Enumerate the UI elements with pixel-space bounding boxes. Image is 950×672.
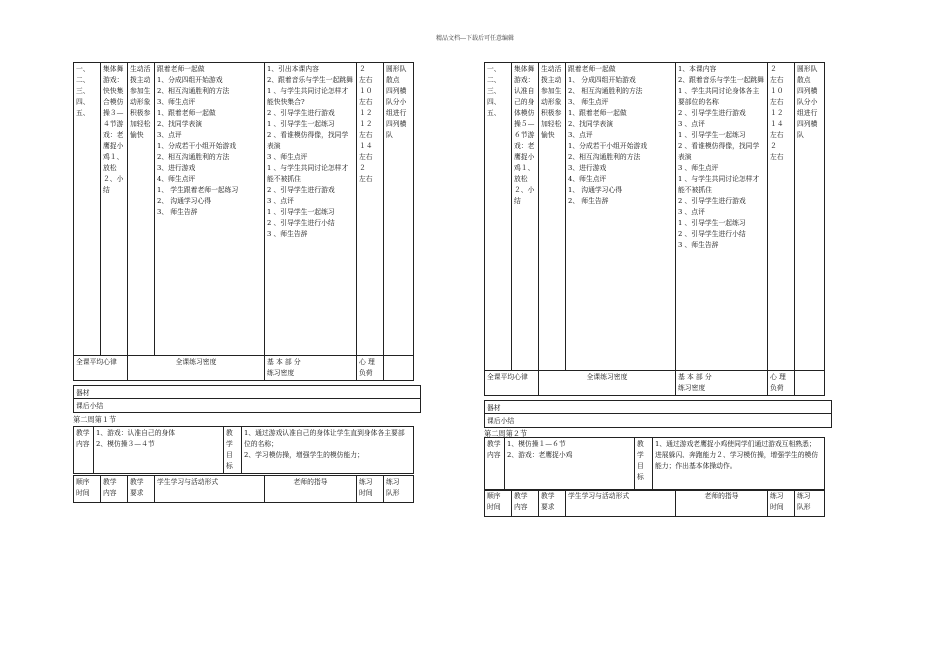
right-density-mid: 全课练习密度 <box>539 371 676 396</box>
left-plan-row <box>74 427 414 474</box>
right-header-row <box>485 490 825 517</box>
left-hdr-time: 练习 时间 <box>357 476 384 503</box>
right-hdr-teacher: 老师的指导 <box>676 490 768 517</box>
right-content-cell: 集体舞游戏：认准自己的身体模仿操５—６节游戏：老鹰捉小鸡１、放松２、小结 <box>512 63 539 371</box>
right-summary-row <box>484 414 832 428</box>
right-density-row <box>485 371 825 396</box>
right-psych-label: 心 理 负荷 <box>768 371 795 396</box>
left-psych-value <box>384 356 414 381</box>
left-content-label: 教学内容 <box>74 427 94 474</box>
left-header-table <box>73 475 414 503</box>
right-lesson-table <box>484 62 825 396</box>
left-density-mid: 全课练习密度 <box>128 356 265 381</box>
left-caption: 第二周第１节 <box>73 415 117 424</box>
left-goal-text: 1、通过游戏认准自己的身体让学生直到身体各主要部位的名称； 2、学习模仿操，增强学生的模仿能力； <box>242 427 414 474</box>
left-content-cell: 集体舞游戏：快快集合模仿操３—４节游戏：老鹰捉小鸡１、放松２、小结 <box>101 63 128 356</box>
left-goal-cell: 生动活拨主动参加生动形象积极参加轻松愉快 <box>128 63 155 356</box>
left-student-cell: 1、引出本课内容 2、跟着音乐与学生一起跳舞 1 、与学生共同讨论怎样才能快快集合? 2 、引导学生进行游戏 1 、引导学生一起练习 2 、看谁模仿得像，找同学表演 3 、师生点评 1 、与学生共同讨论怎样才能不被抓住 2 、引导学生进行游戏 3 、点评 1 、引导学生一起练习 2 、引导学生进行小结 3 、师生告辞 <box>265 63 357 356</box>
left-goal-label: 教学目标 <box>224 427 242 474</box>
right-teacher-cell: 跟着老师一起做 1、 分成四组开始游戏 2、 相互沟通胜利的方法 3、 师生点评 1、跟着老师一起做 2、找同学表演 3、点评 1、分成若干小组开始游戏 2、相互沟通胜利的方法 3、进行游戏 4、师生点评 1、 沟通学习心得 2、 师生告辞 <box>566 63 676 371</box>
left-hdr-teacher: 老师的指导 <box>265 476 357 503</box>
left-summary-row <box>73 399 421 413</box>
left-form-cell: 圆形队 散点 四列横队分小组进行 四列横队 <box>384 63 414 356</box>
right-student-cell: 1、本课内容 2、跟着音乐与学生一起跳舞 1 、学生共同讨论身体各主要部位的名称 2 、引导学生进行游戏 3 、点评 1 、引导学生一起练习 2 、看谁模仿得像，找同学表演 3 、师生点评 1 、与学生共同讨论怎样才能不被抓住 2 、引导学生进行游戏 3 、点评 1 、引导学生一起练习 2 、引导学生进行小结 3 、师生告辞 <box>676 63 768 371</box>
right-hdr-form: 练习 队形 <box>795 490 825 517</box>
right-hdr-seq: 顺序 时间 <box>485 490 512 517</box>
left-hdr-content: 教学 内容 <box>101 476 128 503</box>
left-main-row <box>74 63 414 356</box>
right-content-label: 教学内容 <box>485 438 505 491</box>
left-lesson-table <box>73 62 414 381</box>
left-basic-label: 基 本 部 分 练习密度 <box>265 356 357 381</box>
right-time-cell: ２ 左右 １０ 左右 １２ １４ 左右 ２ 左右 <box>768 63 795 371</box>
right-form-cell: 圆形队 散点 四列横队分小组进行 四列横队 <box>795 63 825 371</box>
left-psych-label: 心 理 负荷 <box>357 356 384 381</box>
left-equipment-label: 器材 <box>76 389 90 397</box>
left-density-row <box>74 356 414 381</box>
left-hdr-seq: 顺序 时间 <box>74 476 101 503</box>
right-plan-row <box>485 438 825 491</box>
right-hdr-content: 教学 内容 <box>512 490 539 517</box>
right-goal-text: 1、通过游戏老鹰捉小鸡使同学们通过游戏互相熟悉；进展躲闪、奔跑能力２、学习模仿操，增强学生的模仿能力；作出基本体操动作。 <box>653 438 825 491</box>
right-hdr-student: 学生学习与活动形式 <box>566 490 676 517</box>
left-density-label: 全课平均心律 <box>74 356 128 381</box>
left-hdr-student: 学生学习与活动形式 <box>155 476 265 503</box>
right-hdr-req: 教学 要求 <box>539 490 566 517</box>
left-content-text: 1、游戏：认准自己的身体 2、模仿操３—４节 <box>94 427 224 474</box>
right-hdr-time: 练习 时间 <box>768 490 795 517</box>
right-density-label: 全课平均心律 <box>485 371 539 396</box>
right-main-row <box>485 63 825 371</box>
right-goal-label: 教学目标 <box>635 438 653 491</box>
right-basic-label: 基 本 部 分 练习密度 <box>676 371 768 396</box>
left-plan-table <box>73 426 414 474</box>
right-summary-label: 课后小结 <box>487 417 515 425</box>
right-seq-cell: 一、 二、 三、 四、 五、 <box>485 63 512 371</box>
left-summary-label: 课后小结 <box>76 402 104 410</box>
left-teacher-cell: 跟着老师一起做 1、分成四组开始游戏 2、相互沟通胜利的方法 3、师生点评 1、跟着老师一起做 2、找同学表演 3、点评 1、分成若干小组开始游戏 2、相互沟通胜利的方法 3、进行游戏 4、师生点评 1、 学生跟着老师一起练习 2、 沟通学习心得 3、 师生告辞 <box>155 63 265 356</box>
right-equipment-row <box>484 400 832 414</box>
left-hdr-form: 练习 队形 <box>384 476 414 503</box>
right-header-table <box>484 489 825 517</box>
right-content-text: 1、模仿操１—６节 2、游戏：老鹰捉小鸡 <box>505 438 635 491</box>
right-psych-value <box>795 371 825 396</box>
left-header-row <box>74 476 414 503</box>
right-equipment-label: 器材 <box>487 404 501 412</box>
left-equipment-row <box>73 385 421 399</box>
right-caption: 第二周第２节 <box>484 429 528 438</box>
left-time-cell: ２ 左右 １０ 左右 １２ １２ 左右 １４ 左右 ２ 左右 <box>357 63 384 356</box>
left-seq-cell: 一、 二、 三、 四、 五、 <box>74 63 101 356</box>
page-header: 精品文档---下载后可任意编辑 <box>435 35 515 42</box>
right-goal-cell: 生动活拨主动参加生动形象积极参加轻松愉快 <box>539 63 566 371</box>
right-plan-table <box>484 437 825 491</box>
left-hdr-req: 教学 要求 <box>128 476 155 503</box>
